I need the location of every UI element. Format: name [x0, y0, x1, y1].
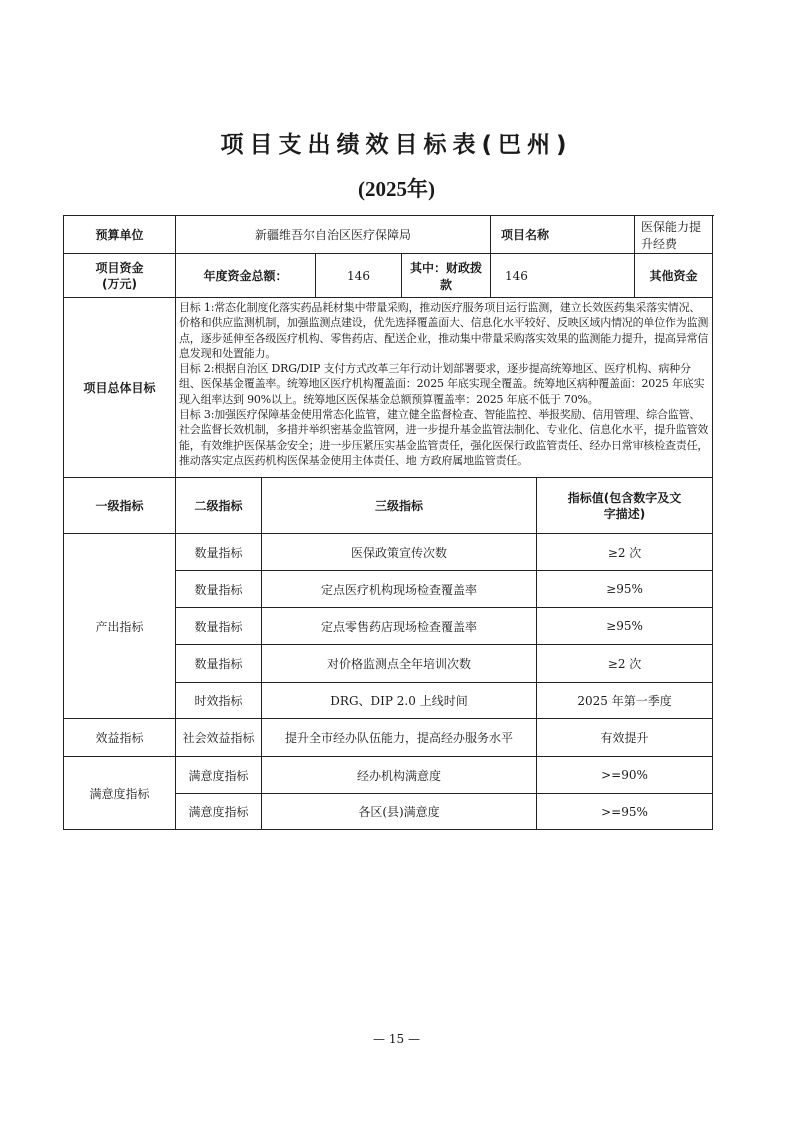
- unit-row: [64, 216, 713, 254]
- overall-goal-label: 项目总体目标: [64, 298, 176, 478]
- level2-header: 二级指标: [176, 478, 262, 534]
- level1-satisfaction: 满意度指标: [64, 757, 176, 830]
- annual-total-label: 年度资金总额：: [176, 254, 316, 298]
- overall-goal-text: [176, 298, 713, 478]
- level3-cell: 定点零售药店现场检查覆盖率: [262, 608, 537, 645]
- level1-header: 一级指标: [64, 478, 176, 534]
- level2-cell: 数量指标: [176, 608, 262, 645]
- level2-cell: 满意度指标: [176, 794, 262, 830]
- level2-cell: 社会效益指标: [176, 719, 262, 757]
- level3-cell: 各区(县)满意度: [262, 794, 537, 830]
- funds-row: [64, 254, 713, 298]
- value-cell: 2025 年第一季度: [537, 683, 713, 719]
- goal-paragraph-3: 目标 3:加强医疗保障基金使用常态化监管，建立健全监督检查、智能监控、举报奖励、信用管理、综合监管、社会监督长效机制，多措并举织密基金监管网，进一步提升基金监管法制化、专业化、信息化水平，提升监管效能，有效维护医保基金安全；进一步压紧压实基金监管责任，强化医保行政监管责任、经办日常审核检查责任，推动落实定点医药机构医保基金使用主体责任、地 方政府属地监管责任。: [179, 408, 709, 467]
- overall-goal-row: [64, 298, 713, 478]
- level2-cell: 数量指标: [176, 645, 262, 683]
- level3-header: 三级指标: [262, 478, 537, 534]
- project-name-label: 项目名称: [491, 216, 635, 254]
- value-cell: ≥2 次: [537, 645, 713, 683]
- project-name-value: 医保能力提升经费: [635, 216, 713, 254]
- fiscal-value: 146: [491, 254, 635, 298]
- other-label: 其他资金: [635, 254, 713, 298]
- level2-cell: 数量指标: [176, 534, 262, 571]
- unit-value: 新疆维吾尔自治区医疗保障局: [176, 216, 491, 254]
- annual-total-value: 146: [316, 254, 402, 298]
- funds-label: [64, 254, 176, 298]
- level2-cell: 时效指标: [176, 683, 262, 719]
- goal-paragraph-1: 目标 1:常态化制度化落实药品耗材集中带量采购，推动医疗服务项目运行监测，建立长效医药集采落实情况、价格和供应监测机制，加强监测点建设，优先选择覆盖面大、信息化水平较好、反映区域内情况的单位作为监测点，逐步延伸至各级医疗机构、零售药店、配送企业，推动集中带量采购落实效果的监测能力提升，提高异常信息发现和处置能力。: [179, 301, 709, 360]
- goal-paragraph-2: 目标 2:根据自治区 DRG/DIP 支付方式改革三年行动计划部署要求，逐步提高统筹地区、医疗机构、病种分组、医保基金覆盖率。统筹地区医疗机构覆盖面：2025 年底实现全覆盖。统筹地区病种覆盖面：2025 年底实现入组率达到 90%以上。统筹地区医保基金总额预算覆盖率：2025 年底不低于 70%。: [179, 362, 705, 406]
- table-row: [64, 534, 713, 571]
- value-cell: ≥95%: [537, 608, 713, 645]
- value-header-line2: 字描述): [603, 506, 646, 521]
- level3-cell: DRG、DIP 2.0 上线时间: [262, 683, 537, 719]
- level3-cell: 提升全市经办队伍能力，提高经办服务水平: [262, 719, 537, 757]
- level3-cell: 对价格监测点全年培训次数: [262, 645, 537, 683]
- funds-label-line1: 项目资金: [95, 260, 144, 275]
- value-cell: >=90%: [537, 757, 713, 794]
- value-header: [537, 478, 713, 534]
- unit-label: 预算单位: [64, 216, 176, 254]
- table-row: [64, 757, 713, 794]
- fiscal-label: 其中：财政拨款: [402, 254, 491, 298]
- value-cell: >=95%: [537, 794, 713, 830]
- page-subtitle: (2025年): [358, 177, 435, 201]
- value-cell: 有效提升: [537, 719, 713, 757]
- level1-output: 产出指标: [64, 534, 176, 719]
- level2-cell: 数量指标: [176, 571, 262, 608]
- page-number: — 15 —: [373, 1032, 420, 1046]
- value-header-line1: 指标值(包含数字及文: [567, 490, 682, 505]
- level3-cell: 经办机构满意度: [262, 757, 537, 794]
- performance-target-table: [63, 215, 713, 830]
- value-cell: ≥95%: [537, 571, 713, 608]
- table-row: [64, 719, 713, 757]
- funds-label-line2: (万元): [102, 276, 137, 291]
- page-title: 项目支出绩效目标表(巴州): [220, 132, 573, 158]
- level3-cell: 医保政策宣传次数: [262, 534, 537, 571]
- level2-cell: 满意度指标: [176, 757, 262, 794]
- value-cell: ≥2 次: [537, 534, 713, 571]
- level1-benefit: 效益指标: [64, 719, 176, 757]
- indicator-header-row: [64, 478, 713, 534]
- level3-cell: 定点医疗机构现场检查覆盖率: [262, 571, 537, 608]
